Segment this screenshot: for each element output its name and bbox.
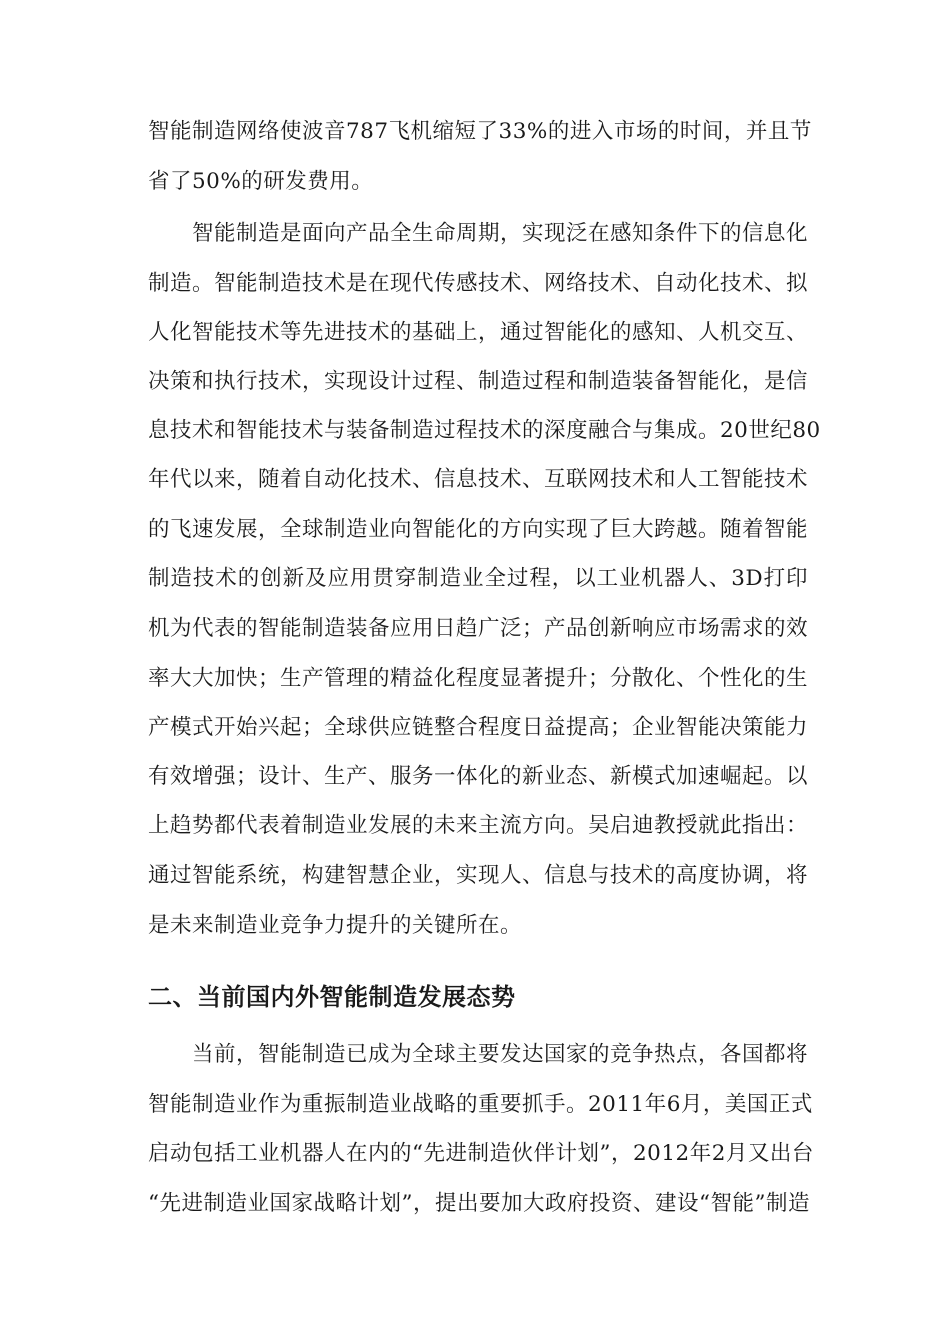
text-line: 省了50%的研发费用。 (148, 169, 374, 194)
text-line: 有效增强；设计、生产、服务一体化的新业态、新模式加速崛起。以 (148, 764, 809, 789)
text-line: 制造。智能制造技术是在现代传感技术、网络技术、自动化技术、拟 (148, 271, 809, 296)
text-line: 上趋势都代表着制造业发展的未来主流方向。吴启迪教授就此指出： (148, 813, 809, 838)
section-heading: 二、当前国内外智能制造发展态势 (148, 983, 516, 1011)
text-line: 智能制造是面向产品全生命周期，实现泛在感知条件下的信息化 (192, 221, 809, 246)
text-line: 率大大加快；生产管理的精益化程度显著提升；分散化、个性化的生 (148, 666, 809, 691)
text-line: 是未来制造业竞争力提升的关键所在。 (148, 913, 523, 938)
text-line: 产模式开始兴起；全球供应链整合程度日益提高；企业智能决策能力 (148, 715, 809, 740)
text-line: 决策和执行技术，实现设计过程、制造过程和制造装备智能化，是信 (148, 369, 809, 394)
text-line: 制造技术的创新及应用贯穿制造业全过程，以工业机器人、3D打印 (148, 566, 808, 591)
text-line: 年代以来，随着自动化技术、信息技术、互联网技术和人工智能技术 (148, 467, 809, 492)
text-line: 人化智能技术等先进技术的基础上，通过智能化的感知、人机交互、 (148, 320, 809, 345)
text-line: 通过智能系统，构建智慧企业，实现人、信息与技术的高度协调，将 (148, 863, 809, 888)
text-line: 当前，智能制造已成为全球主要发达国家的竞争热点，各国都将 (192, 1042, 809, 1067)
text-line: 智能制造网络使波音787飞机缩短了33%的进入市场的时间，并且节 (148, 119, 812, 144)
text-line: 的飞速发展，全球制造业向智能化的方向实现了巨大跨越。随着智能 (148, 517, 809, 542)
text-line: 启动包括工业机器人在内的“先进制造伙伴计划”，2012年2月又出台 (148, 1141, 814, 1166)
text-line: 机为代表的智能制造装备应用日趋广泛；产品创新响应市场需求的效 (148, 616, 809, 641)
text-line: “先进制造业国家战略计划”，提出要加大政府投资、建设“智能”制造 (148, 1191, 810, 1216)
text-line: 息技术和智能技术与装备制造过程技术的深度融合与集成。20世纪80 (148, 418, 821, 443)
text-line: 智能制造业作为重振制造业战略的重要抓手。2011年6月，美国正式 (148, 1092, 813, 1117)
